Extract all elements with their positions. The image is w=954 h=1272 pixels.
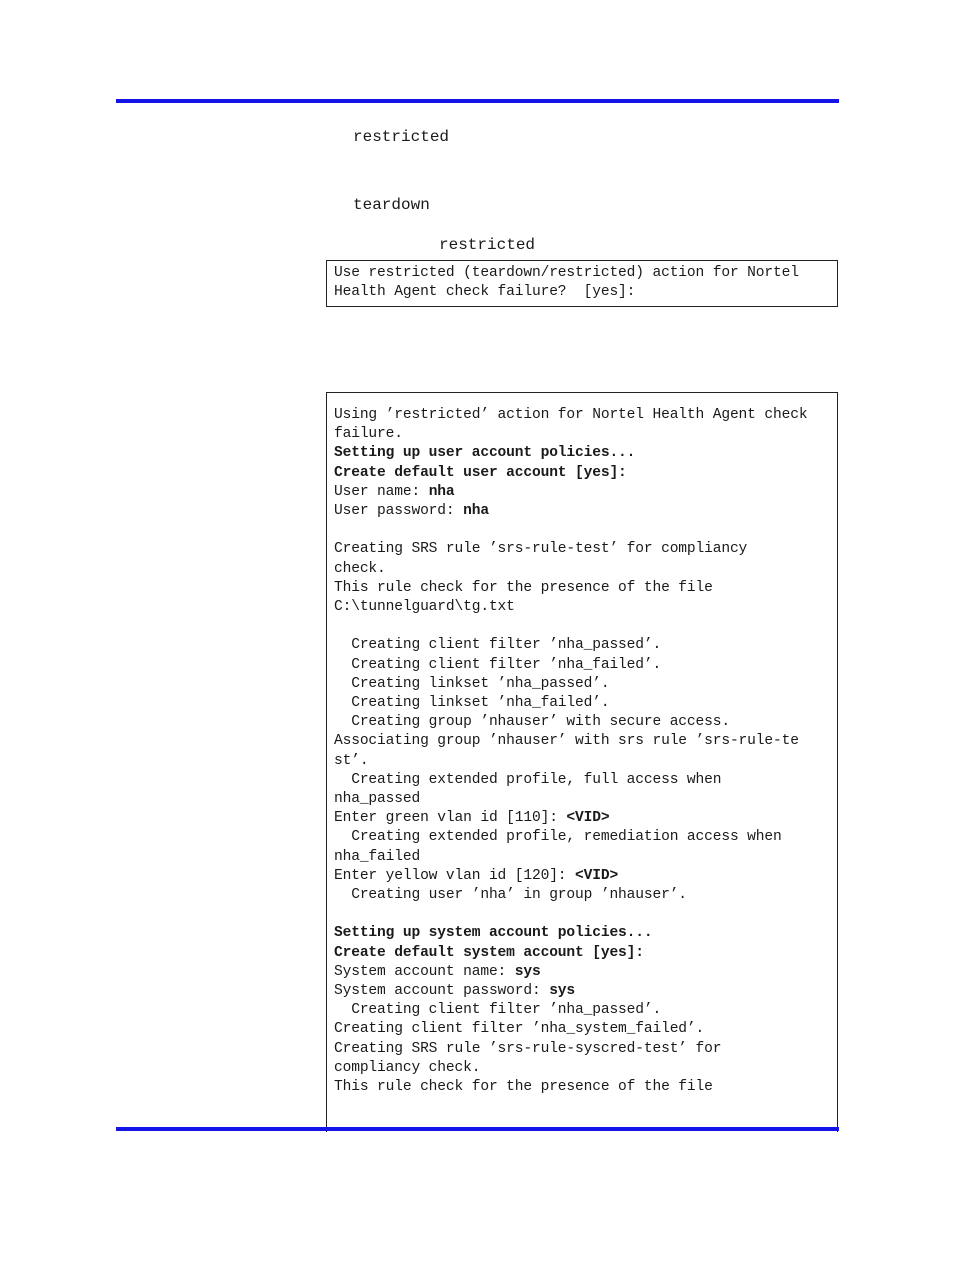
output-line [327,1040,837,1059]
footer-rule [116,1127,839,1131]
output-line-text: This rule check for the presence of the file [334,579,713,596]
output-line [327,694,837,713]
output-line [327,924,837,943]
output-line-text: Creating linkset ’nha_failed’. [334,695,610,712]
output-line [327,464,837,483]
output-line [327,483,837,502]
output-line [327,886,837,905]
output-line-bold: Setting up user account policies... [334,445,636,462]
output-line-text: Enter green vlan id [110]: [334,810,567,827]
blank-line [327,521,837,540]
output-line [327,771,837,790]
blank-line [327,905,837,924]
output-line [327,713,837,732]
output-line [327,982,837,1001]
output-line [327,790,837,809]
output-line-text: Creating client filter ’nha_failed’. [334,656,662,673]
output-line [327,848,837,867]
blank-line [327,617,837,636]
output-line-text: Creating user ’nha’ in group ’nhauser’. [334,887,687,904]
output-line [327,732,837,751]
output-line [327,1078,837,1097]
prompt-line: Health Agent check failure? [yes]: [334,284,636,301]
output-line-text: Creating group ’nhauser’ with secure access. [334,714,730,731]
output-line [327,867,837,886]
output-line-bold: nha [428,483,455,500]
output-line-text: Creating extended profile, remediation access when [334,829,782,846]
output-line-text: User name: [334,483,429,500]
output-line-text: Creating extended profile, full access when [334,771,722,788]
output-line-text: Creating linkset ’nha_passed’. [334,675,610,692]
output-line-bold: nha [463,503,489,520]
output-line-bold: Create default system account [yes]: [334,944,644,961]
prompt-code-box [326,260,838,307]
output-line-text: System account name: [334,963,515,980]
output-line [327,1001,837,1020]
output-line [327,425,837,444]
output-line-bold: Create default user account [yes]: [334,464,627,481]
output-line-bold: <VID> [566,810,610,827]
term-restricted-default: restricted [439,236,536,254]
output-line [327,828,837,847]
output-line [327,656,837,675]
output-line-text: nha_passed [334,791,421,808]
output-line-text: compliancy check. [334,1059,481,1076]
output-line-text: Associating group ’nhauser’ with srs rule ’srs-rule-te [334,733,799,750]
output-line-text: Using ’restricted’ action for Nortel Health Agent check [334,407,808,423]
output-line [327,502,837,521]
output-line [327,636,837,655]
output-line-text: This rule check for the presence of the file [334,1079,713,1096]
output-line [327,963,837,982]
output-line-text: failure. [334,426,403,443]
output-line [327,675,837,694]
output-line-bold: Setting up system account policies... [334,925,653,942]
output-line-bold: sys [549,983,576,1000]
output-line [327,1059,837,1078]
output-line-bold: sys [514,963,541,980]
output-line [327,1020,837,1039]
output-line [327,406,837,425]
output-line [327,444,837,463]
output-line-text: Creating SRS rule ’srs-rule-syscred-test’ for [334,1040,722,1057]
output-line [327,579,837,598]
output-line-text: System account password: [334,983,550,1000]
output-code-box [326,392,838,1132]
output-line [327,809,837,828]
output-line-text: Creating client filter ’nha_passed’. [334,637,662,654]
output-line [327,752,837,771]
output-line [327,560,837,579]
output-line-text: Creating client filter ’nha_system_failed’. [334,1021,705,1038]
output-line [327,598,837,617]
output-line-text: C:\tunnelguard\tg.txt [334,599,515,616]
term-restricted: restricted [353,128,450,146]
header-rule [116,99,839,103]
output-line-bold: <VID> [575,867,619,884]
output-line-text: st’. [334,752,369,769]
output-line-text: check. [334,560,386,577]
output-line [327,540,837,559]
output-line-text: nha_failed [334,848,421,865]
output-line-text: Creating client filter ’nha_passed’. [334,1002,662,1019]
term-teardown: teardown [353,196,430,214]
output-line [327,944,837,963]
prompt-line: Use restricted (teardown/restricted) action for Nortel [334,265,799,281]
output-line-text: Creating SRS rule ’srs-rule-test’ for compliancy [334,541,748,558]
output-line-text: Enter yellow vlan id [120]: [334,867,576,884]
output-lines [327,393,837,1097]
output-line-text: User password: [334,503,464,520]
